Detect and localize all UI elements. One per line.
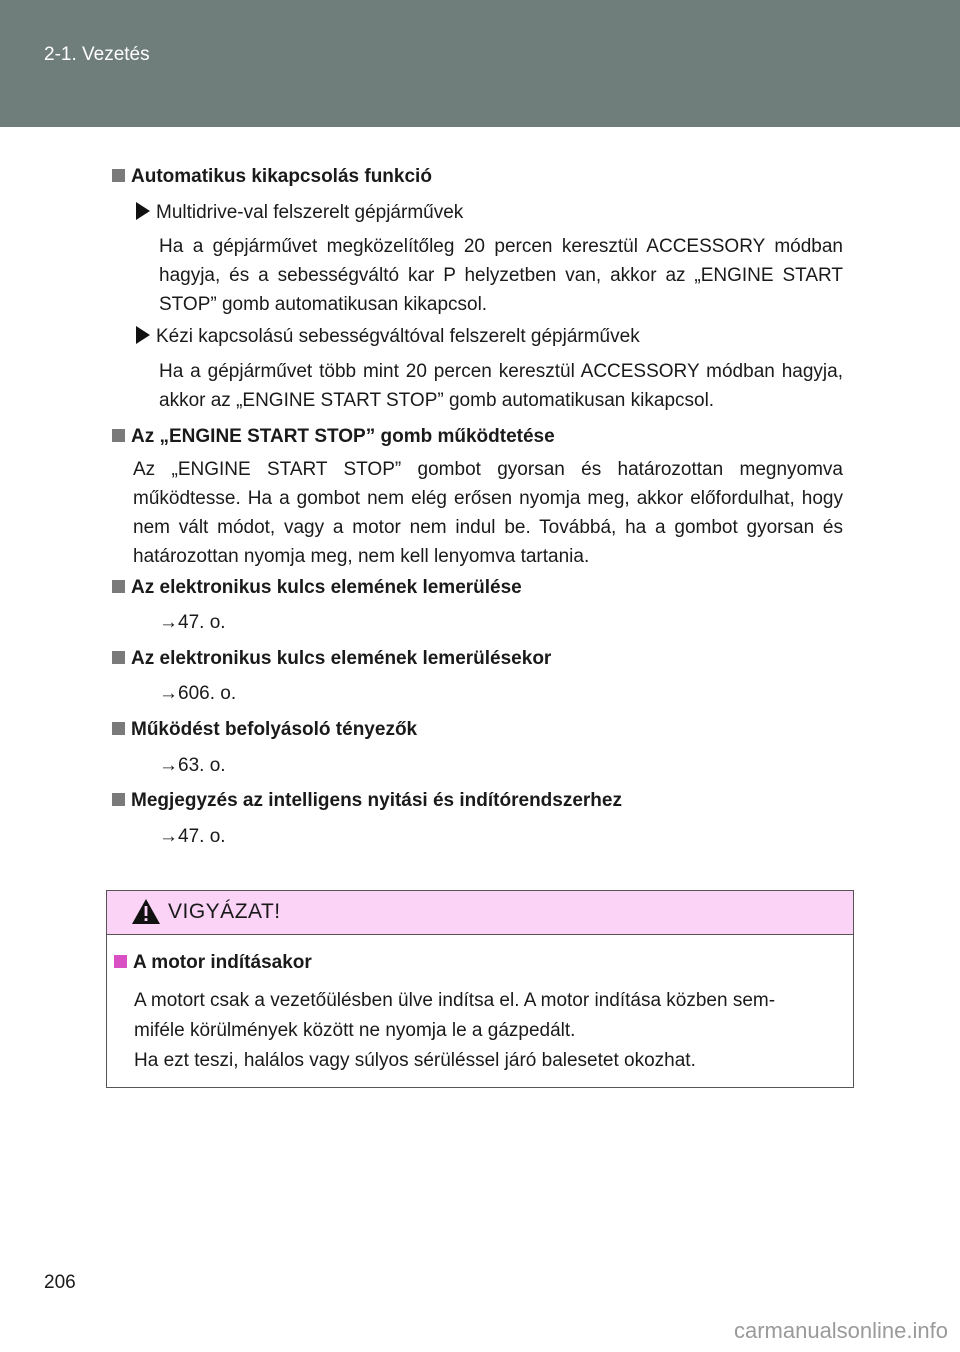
paragraph-multidrive: Ha a gépjárművet megközelítőleg 20 percen keresztül ACCESSORY módban hagyja, és a sebességváltó kar P helyzetben van, akkor az „ENGINE START STOP” gomb automatikusan kikapcsol. xyxy=(159,236,843,315)
bullet-text: Kézi kapcsolású sebességváltóval felszerelt gépjárművek xyxy=(156,326,640,347)
section-title: Az „ENGINE START STOP” gomb működtetése xyxy=(131,426,555,447)
chapter-title: 2-1. Vezetés xyxy=(44,44,150,65)
warning-text xyxy=(134,986,844,1076)
square-bullet-icon xyxy=(114,955,127,968)
warning-line: Ha ezt teszi, halálos vagy súlyos sérüléssel járó balesetet okozhat. xyxy=(134,1050,696,1071)
section-heading-button-op xyxy=(112,426,555,448)
warning-label: VIGYÁZAT! xyxy=(168,900,281,923)
square-bullet-icon xyxy=(112,651,125,664)
square-bullet-icon xyxy=(112,429,125,442)
watermark: carmanualsonline.info xyxy=(733,1318,948,1343)
page-header xyxy=(0,0,960,127)
section-heading-factors xyxy=(112,719,417,741)
section-title: Megjegyzés az intelligens nyitási és indítórendszerhez xyxy=(131,790,622,811)
square-bullet-icon xyxy=(112,169,125,182)
square-bullet-icon xyxy=(112,580,125,593)
page-reference[interactable]: →606. o. xyxy=(159,683,237,704)
bullet-multidrive xyxy=(136,202,463,224)
section-heading-note xyxy=(112,790,622,812)
bullet-manual xyxy=(136,326,640,348)
page-reference[interactable]: →47. o. xyxy=(159,826,226,847)
warning-triangle-icon xyxy=(131,898,161,925)
section-heading-key-battery-dead xyxy=(112,648,551,670)
warning-header xyxy=(107,891,853,935)
section-title: Az elektronikus kulcs elemének lemerülése xyxy=(131,577,522,598)
square-bullet-icon xyxy=(112,722,125,735)
section-title: Automatikus kikapcsolás funkció xyxy=(131,166,432,187)
page-number: 206 xyxy=(44,1272,76,1293)
paragraph-button-op: Az „ENGINE START STOP” gombot gyorsan és határozottan megnyomva működtesse. Ha a gombot nem elég erősen nyomja meg, akkor előfordulhat, hogy nem vált módot, vagy a motor nem indul be. Továbbá, ha a gombot gyorsan és határozottan nyomja meg, nem kell lenyomva tartania. xyxy=(133,459,843,567)
square-bullet-icon xyxy=(112,793,125,806)
section-heading-key-battery xyxy=(112,577,522,599)
page-reference[interactable]: →63. o. xyxy=(159,755,226,776)
triangle-bullet-icon xyxy=(136,326,150,344)
warning-box xyxy=(106,890,854,1088)
paragraph-manual: Ha a gépjárművet több mint 20 percen keresztül ACCESSORY módban hagyja, akkor az „ENGINE START STOP” gomb automatikusan kikapcsol. xyxy=(159,361,843,411)
warning-section-heading xyxy=(114,952,312,974)
warning-line: A motort csak a vezetőülésben ülve indítsa el. A motor indítása közben sem- xyxy=(134,990,776,1011)
page-reference[interactable]: →47. o. xyxy=(159,612,226,633)
section-heading-auto-off xyxy=(112,166,432,188)
triangle-bullet-icon xyxy=(136,202,150,220)
section-title: Az elektronikus kulcs elemének lemerülésekor xyxy=(131,648,552,669)
warning-section-title: A motor indításakor xyxy=(133,952,312,973)
warning-line: miféle körülmények között ne nyomja le a gázpedált. xyxy=(134,1020,576,1041)
bullet-text: Multidrive-val felszerelt gépjárművek xyxy=(156,202,464,223)
section-title: Működést befolyásoló tényezők xyxy=(131,719,418,740)
